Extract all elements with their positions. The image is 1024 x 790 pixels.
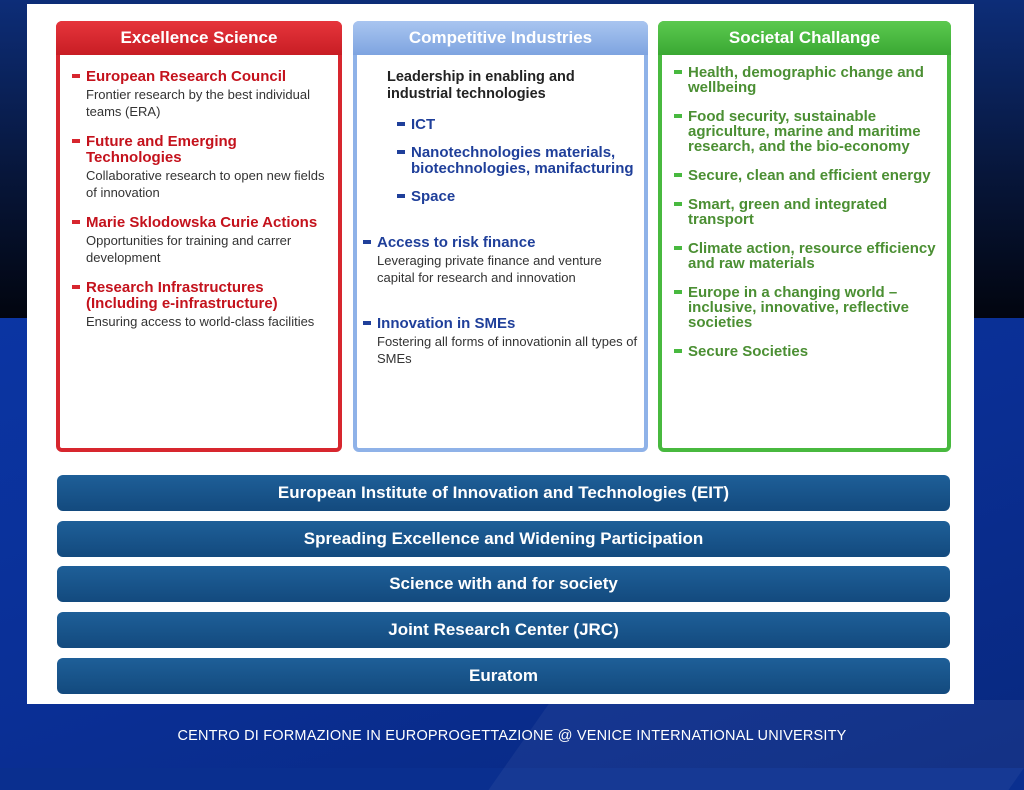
jrc-bar: Joint Research Center (JRC): [57, 612, 950, 648]
industries-subitem-label: ICT: [411, 116, 436, 133]
excellence-item-desc: Ensuring access to world-class facilities: [86, 314, 315, 329]
societal-item: [672, 109, 941, 154]
societal-item: [672, 344, 941, 359]
societal-item: [672, 65, 941, 95]
societal-item-label: Europe in a changing world – inclusive, innovative, reflective societies: [688, 284, 909, 331]
societal-item-label: Health, demographic change and wellbeing: [688, 64, 924, 96]
bullet-icon: [674, 173, 682, 177]
bullet-icon: [72, 74, 80, 78]
excellence-item: [70, 69, 332, 120]
bullet-icon: [674, 290, 682, 294]
science-society-bar: Science with and for society: [57, 566, 950, 602]
bullet-icon: [674, 114, 682, 118]
bullet-icon: [72, 220, 80, 224]
societal-item-label: Food security, sustainable agriculture, marine and maritime research, and the bio-economy: [688, 108, 921, 155]
excellence-item-title: European Research Council: [86, 68, 287, 85]
industries-item-desc: Leveraging private finance and venture capital for research and innovation: [377, 253, 602, 285]
eit-bar: European Institute of Innovation and Technologies (EIT): [57, 475, 950, 511]
industries-subitem: [361, 145, 638, 177]
industries-item-desc: Fostering all forms of innovationin all types of SMEs: [377, 334, 638, 366]
slide-footer: CENTRO DI FORMAZIONE IN EUROPROGETTAZIONE @ VENICE INTERNATIONAL UNIVERSITY: [177, 728, 847, 744]
competitive-industries-column: [353, 21, 648, 452]
industries-subitem-label: Nanotechnologies materials, biotechnologies, manifacturing: [411, 144, 634, 177]
spreading-excellence-bar: Spreading Excellence and Widening Participation: [57, 521, 950, 557]
industries-item: [361, 235, 638, 286]
bullet-icon: [363, 321, 371, 325]
diagram-panel: [27, 4, 974, 704]
societal-item: [672, 197, 941, 227]
excellence-item-title: Future and Emerging Technologies: [86, 133, 237, 166]
excellence-item: [70, 215, 332, 266]
bullet-icon: [397, 194, 405, 198]
excellence-item-desc: Frontier research by the best individual teams (ERA): [86, 87, 311, 119]
societal-item-label: Smart, green and integrated transport: [688, 196, 888, 228]
excellence-item-desc: Opportunities for training and carrer development: [86, 233, 292, 265]
background-swoosh: [488, 700, 1024, 790]
bullet-icon: [674, 349, 682, 353]
industries-lead: Leadership in enabling and industrial technologies: [387, 69, 575, 102]
euratom-bar: Euratom: [57, 658, 950, 694]
bullet-icon: [674, 202, 682, 206]
industries-subitem: [361, 189, 638, 205]
bullet-icon: [363, 240, 371, 244]
societal-challenge-column: [658, 21, 951, 452]
excellence-science-column: [56, 21, 342, 452]
bullet-icon: [674, 246, 682, 250]
bullet-icon: [397, 122, 405, 126]
competitive-industries-header: Competitive Industries: [353, 21, 648, 55]
societal-item-label: Climate action, resource efficiency and raw materials: [688, 240, 936, 272]
industries-item: [361, 316, 638, 367]
excellence-item-desc: Collaborative research to open new fields of innovation: [86, 168, 325, 200]
industries-item-title: Innovation in SMEs: [377, 315, 516, 332]
bullet-icon: [674, 70, 682, 74]
bullet-icon: [397, 150, 405, 154]
societal-item: [672, 168, 941, 183]
societal-item-label: Secure, clean and efficient energy: [688, 167, 931, 184]
societal-item: [672, 241, 941, 271]
industries-subitem-label: Space: [411, 188, 456, 205]
societal-item: [672, 285, 941, 330]
excellence-item: [70, 280, 332, 330]
excellence-item-title: Marie Sklodowska Curie Actions: [86, 214, 318, 231]
excellence-science-header: Excellence Science: [56, 21, 342, 55]
societal-challenge-header: Societal Challange: [658, 21, 951, 55]
bullet-icon: [72, 285, 80, 289]
excellence-item-title: Research Infrastructures (Including e-infrastructure): [86, 279, 278, 312]
societal-item-label: Secure Societies: [688, 343, 809, 360]
industries-subitem: [361, 117, 638, 133]
bullet-icon: [72, 139, 80, 143]
excellence-item: [70, 134, 332, 201]
industries-item-title: Access to risk finance: [377, 234, 536, 251]
